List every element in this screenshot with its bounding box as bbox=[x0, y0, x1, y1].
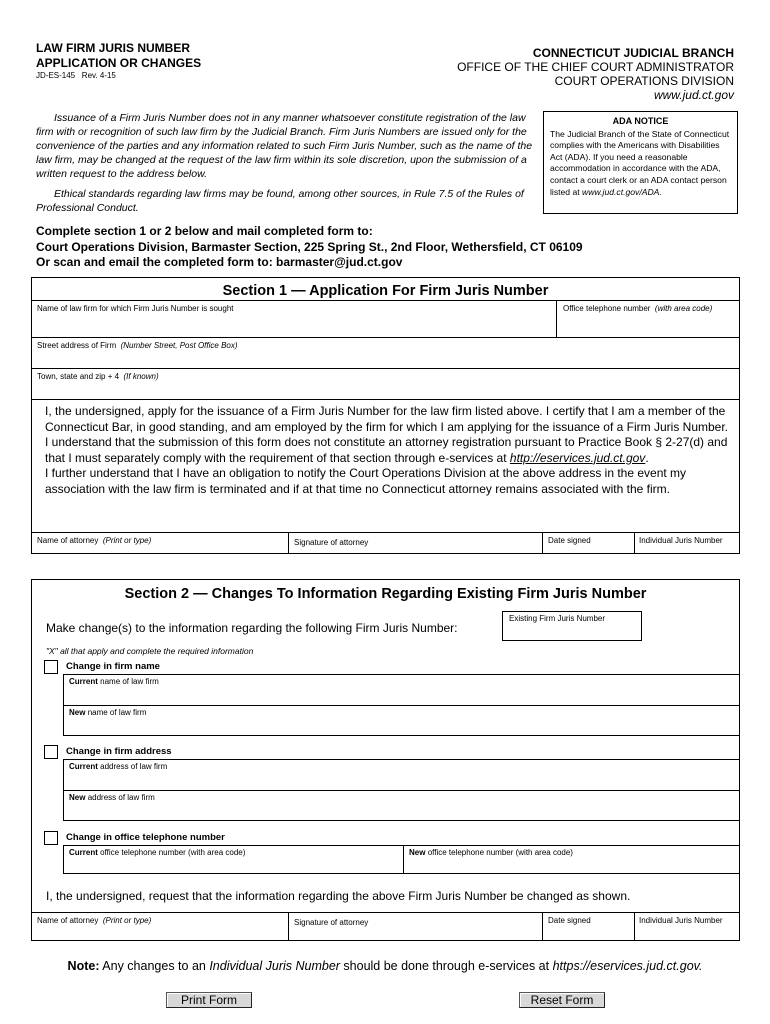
s2-date-signed-label: Date signed bbox=[548, 916, 591, 925]
office-phone-hint: (with area code) bbox=[654, 304, 713, 313]
new-phone-field[interactable] bbox=[403, 845, 740, 874]
certification-p2-end: . bbox=[645, 450, 649, 465]
new-word: New bbox=[409, 848, 426, 857]
make-changes-text: Make change(s) to the information regarding the following Firm Juris Number: bbox=[46, 621, 458, 635]
current-firm-name-label bbox=[69, 677, 159, 686]
certification-p3: I further understand that I have an obligation to notify the Court Operations Division at the above address in the event my association with the law firm is terminated and if at that time no Connecticut attorney remains associated with the firm. bbox=[45, 466, 687, 496]
section-2 bbox=[31, 579, 740, 941]
form-title-line2: APPLICATION OR CHANGES bbox=[36, 56, 202, 70]
agency-division: COURT OPERATIONS DIVISION bbox=[554, 74, 734, 88]
note-text-b: should be done through e-services at bbox=[343, 959, 550, 973]
form-title-line1: LAW FIRM JURIS NUMBER bbox=[36, 41, 190, 55]
mailing-instructions bbox=[36, 224, 583, 271]
firm-address-change-label: Change in firm address bbox=[66, 746, 172, 757]
town-label-text: Town, state and zip + 4 bbox=[37, 372, 120, 381]
eservices-link[interactable]: http://eservices.jud.ct.gov bbox=[509, 450, 646, 465]
current-address-label bbox=[69, 762, 167, 771]
s2-attorney-name-field[interactable] bbox=[32, 913, 288, 941]
change-request-text: I, the undersigned, request that the information regarding the above Firm Juris Number be changed as shown. bbox=[46, 889, 631, 903]
town-hint: (If known) bbox=[123, 372, 159, 381]
name-suffix: name of law firm bbox=[87, 708, 147, 717]
current-phone-field[interactable] bbox=[63, 845, 403, 874]
town-field[interactable] bbox=[32, 369, 739, 399]
note-text-em: Individual Juris Number bbox=[209, 959, 340, 973]
section-1-title: Section 1 — Application For Firm Juris Number bbox=[222, 283, 549, 299]
instruction-line-2: Court Operations Division, Barmaster Section, 225 Spring St., 2nd Floor, Wethersfield, CT 06109 bbox=[36, 239, 583, 254]
street-hint: (Number Street, Post Office Box) bbox=[120, 341, 238, 350]
ada-link[interactable]: www.jud.ct.gov/ADA. bbox=[582, 186, 662, 197]
current-firm-name-field[interactable] bbox=[63, 674, 740, 705]
current-word: Current bbox=[69, 848, 98, 857]
ada-notice bbox=[543, 111, 738, 214]
ada-text: The Judicial Branch of the State of Connecticut complies with the Americans with Disabilities Act (ADA). If you need a reasonable accommodation in accordance with the ADA, contact a court clerk or an ADA contact person listed at bbox=[550, 128, 730, 197]
agency-name: CONNECTICUT JUDICIAL BRANCH bbox=[532, 46, 734, 60]
s2-signature-field[interactable] bbox=[289, 913, 542, 941]
x-instruction: "X" all that apply and complete the required information bbox=[46, 646, 254, 656]
street-address-label bbox=[37, 341, 238, 350]
current-address-field[interactable] bbox=[63, 759, 740, 790]
s2-date-signed-field[interactable] bbox=[543, 913, 634, 941]
phone-suffix: office telephone number (with area code) bbox=[100, 848, 246, 857]
date-signed-label: Date signed bbox=[548, 536, 591, 545]
new-address-label bbox=[69, 793, 155, 802]
s2-signature-label: Signature of attorney bbox=[294, 918, 369, 927]
s2-attorney-hint: (Print or type) bbox=[102, 916, 152, 925]
new-firm-name-field[interactable] bbox=[63, 705, 740, 736]
instruction-line-3: Or scan and email the completed form to: barmaster@jud.ct.gov bbox=[36, 255, 403, 269]
individual-juris-label: Individual Juris Number bbox=[639, 536, 723, 545]
office-phone-field[interactable] bbox=[557, 301, 740, 337]
certification-p1: I, the undersigned, apply for the issuance of a Firm Juris Number for the law firm listed above. I certify that I am a member of the Connecticut Bar, in good standing, and am employed by the firm for which I am applying for the issuance of a Firm Juris Number. bbox=[45, 404, 728, 434]
phone-suffix: office telephone number (with area code) bbox=[427, 848, 573, 857]
agency-office: OFFICE OF THE CHIEF COURT ADMINISTRATOR bbox=[457, 60, 734, 74]
firm-name-label: Name of law firm for which Firm Juris Number is sought bbox=[37, 304, 234, 313]
current-word: Current bbox=[69, 762, 98, 771]
firm-name-change-checkbox[interactable] bbox=[44, 660, 58, 674]
signature-label: Signature of attorney bbox=[294, 538, 369, 547]
note-url[interactable]: https://eservices.jud.ct.gov. bbox=[552, 959, 703, 973]
section-2-title: Section 2 — Changes To Information Regarding Existing Firm Juris Number bbox=[124, 586, 647, 602]
new-word: New bbox=[69, 708, 86, 717]
new-word: New bbox=[69, 793, 86, 802]
firm-name-field[interactable] bbox=[32, 301, 556, 337]
new-phone-label bbox=[409, 848, 573, 857]
date-signed-field[interactable] bbox=[543, 533, 634, 554]
s2-attorney-label-text: Name of attorney bbox=[37, 916, 99, 925]
street-label-text: Street address of Firm bbox=[37, 341, 117, 350]
print-form-button[interactable]: Print Form bbox=[166, 992, 252, 1008]
address-suffix: address of law firm bbox=[100, 762, 168, 771]
current-word: Current bbox=[69, 677, 98, 686]
phone-change-label: Change in office telephone number bbox=[66, 832, 225, 843]
signature-field[interactable] bbox=[289, 533, 542, 554]
intro-text bbox=[36, 111, 538, 215]
reset-form-button[interactable]: Reset Form bbox=[519, 992, 605, 1008]
phone-change-checkbox[interactable] bbox=[44, 831, 58, 845]
new-address-field[interactable] bbox=[63, 790, 740, 821]
section-1-certification bbox=[45, 404, 733, 498]
certification-p2-text: I understand that the submission of this form does not constitute an attorney registration pursuant to Practice Book § 2-27(d) and that I must separately comply with the requirement of that section through e-services at bbox=[45, 435, 728, 465]
name-suffix: name of law firm bbox=[100, 677, 159, 686]
current-phone-label bbox=[69, 848, 245, 857]
intro-paragraph-1: Issuance of a Firm Juris Number does not in any manner whatsoever constitute registration of the law firm with or recognition of such law firm by the Judicial Branch. Firm Juris Numbers are issued only for the convenience of the parties and any information related to such Firm Juris Number, such as the name of the law firm, may be changed at the request of the law firm within its sole discretion, upon the submission of a written request to the address below. bbox=[36, 112, 533, 180]
form-title bbox=[36, 41, 201, 71]
new-firm-name-label bbox=[69, 708, 146, 717]
certification-p2 bbox=[45, 435, 733, 466]
agency-block bbox=[457, 46, 734, 102]
office-phone-label-text: Office telephone number bbox=[563, 304, 651, 313]
attorney-label-text: Name of attorney bbox=[37, 536, 99, 545]
s2-individual-juris-field[interactable] bbox=[635, 913, 739, 941]
s2-attorney-name-label bbox=[37, 916, 151, 925]
firm-address-change-checkbox[interactable] bbox=[44, 745, 58, 759]
individual-juris-field[interactable] bbox=[635, 533, 739, 554]
form-id: JD-ES-145 Rev. 4-15 bbox=[36, 71, 116, 80]
footer-note bbox=[0, 959, 770, 973]
instruction-line-1: Complete section 1 or 2 below and mail completed form to: bbox=[36, 224, 373, 238]
firm-name-change-label: Change in firm name bbox=[66, 661, 160, 672]
section-1 bbox=[31, 277, 740, 554]
agency-url[interactable]: www.jud.ct.gov bbox=[653, 88, 734, 102]
existing-juris-field[interactable] bbox=[502, 611, 642, 641]
town-label bbox=[37, 372, 159, 381]
attorney-name-field[interactable] bbox=[32, 533, 288, 554]
office-phone-label bbox=[563, 304, 712, 313]
address-suffix: address of law firm bbox=[87, 793, 155, 802]
note-text-a: Any changes to an bbox=[102, 959, 206, 973]
ada-title: ADA NOTICE bbox=[612, 116, 669, 126]
street-address-field[interactable] bbox=[32, 338, 739, 368]
s2-individual-juris-label: Individual Juris Number bbox=[639, 916, 723, 925]
intro-paragraph-2: Ethical standards regarding law firms may be found, among other sources, in Rule 7.5 of the Rules of Professional Conduct. bbox=[36, 188, 524, 214]
attorney-name-label bbox=[37, 536, 151, 545]
note-label: Note: bbox=[67, 959, 100, 973]
attorney-hint: (Print or type) bbox=[102, 536, 152, 545]
existing-juris-label: Existing Firm Juris Number bbox=[509, 614, 606, 623]
